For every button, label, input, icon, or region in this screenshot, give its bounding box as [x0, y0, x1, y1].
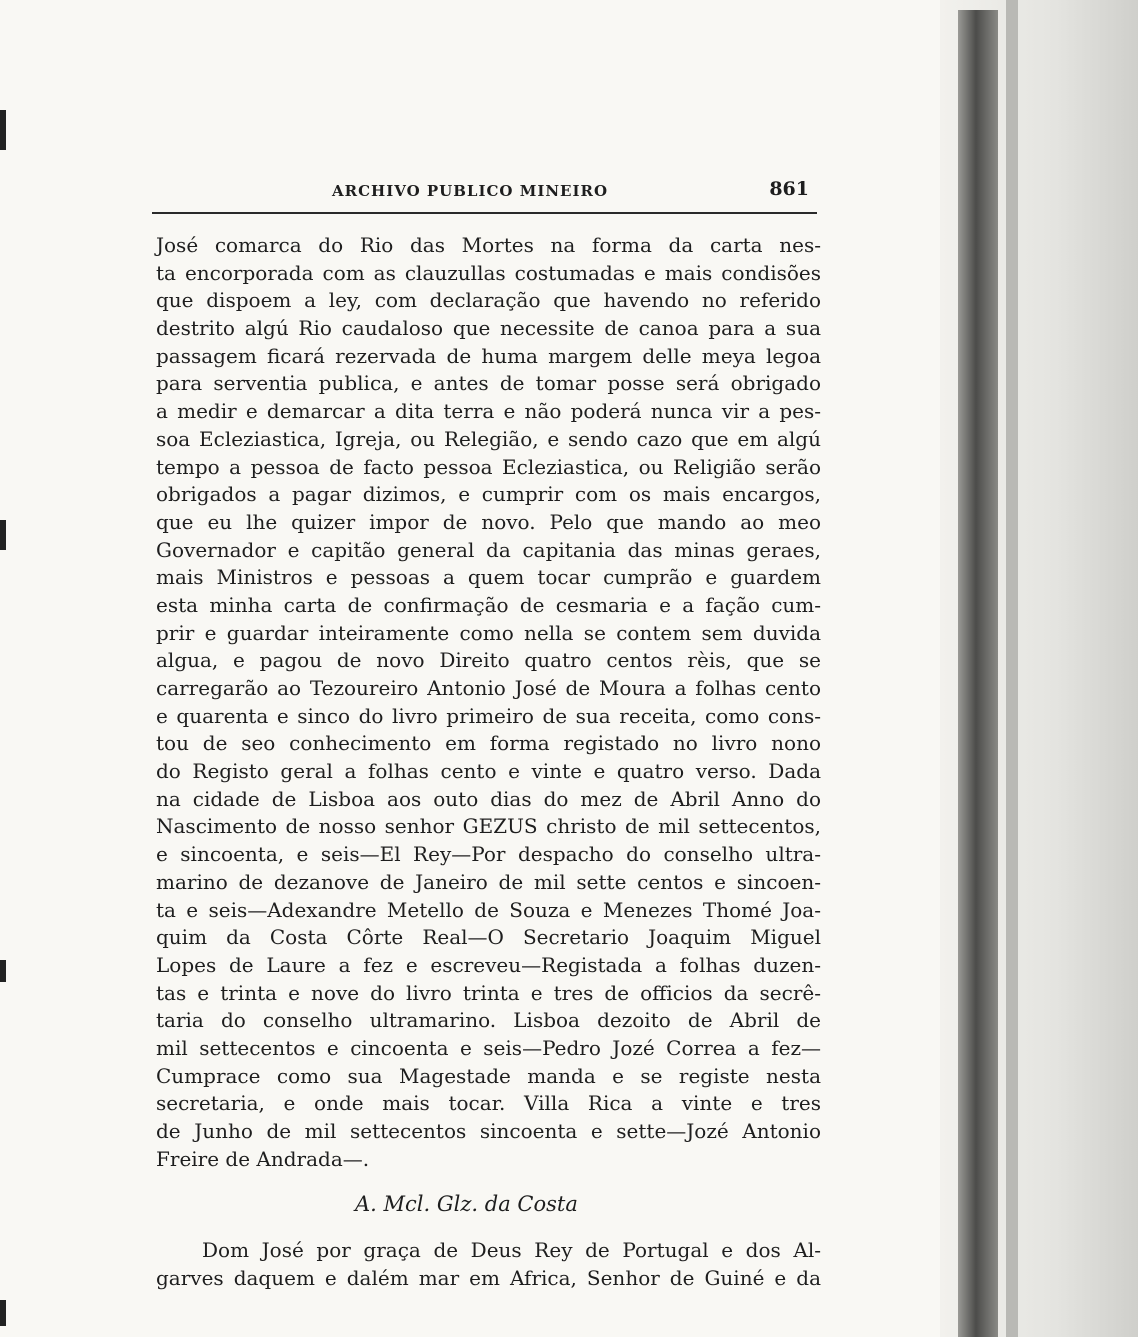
text-line: que dispoem a ley, com declaração que havendo no referido [156, 288, 821, 313]
text-line: do Registo geral a folhas cento e vinte e quatro verso. Dada [156, 759, 821, 784]
text-line: passagem ficará rezervada de huma margem delle meya legoa [156, 343, 821, 368]
text-line: tempo a pessoa de facto pessoa Ecleziastica, ou Religião serão [156, 454, 821, 479]
page-number: 861 [769, 178, 809, 200]
text-line: secretaria, e onde mais tocar. Villa Rica a vinte e tres [156, 1091, 821, 1116]
text-line: para serventia publica, e antes de tomar posse será obrigado [156, 371, 821, 396]
document-body [156, 232, 821, 1173]
text-line: de Junho de mil settecentos sincoenta e sette—Jozé Antonio [156, 1119, 821, 1143]
text-line: Freire de Andrada—. [156, 1146, 370, 1171]
scan-edge-mark [0, 110, 6, 150]
text-line: destrito algú Rio caudaloso que necessite de canoa para a sua [156, 316, 821, 341]
text-line: ta encorporada com as clauzullas costumadas e mais condisões [156, 260, 821, 285]
text-line: ta e seis—Adexandre Metello de Souza e Menezes Thomé Joa- [156, 897, 821, 922]
text-line: Governador e capitão general da capitania das minas geraes, [156, 537, 821, 562]
text-line: e quarenta e sinco do livro primeiro de sua receita, como cons- [156, 703, 821, 728]
text-line: algua, e pagou de novo Direito quatro centos rèis, que se [156, 648, 821, 673]
text-line: que eu lhe quizer impor de novo. Pelo que mando ao meo [156, 509, 821, 534]
text-line: e sincoenta, e seis—El Rey—Por despacho do conselho ultra- [156, 842, 821, 867]
text-line: taria do conselho ultramarino. Lisboa dezoito de Abril de [156, 1008, 821, 1033]
next-document-opening [156, 1237, 821, 1292]
text-line: mais Ministros e pessoas a quem tocar cumprão e guardem [156, 565, 821, 590]
text-line: Nascimento de nosso senhor GEZUS christo de mil settecentos, [156, 814, 821, 839]
text-line: mil settecentos e cincoenta e seis—Pedro Jozé Correa a fez— [156, 1035, 821, 1060]
text-line: tou de seo conhecimento em forma registado no livro nono [156, 731, 821, 756]
text-line: a medir e demarcar a dita terra e não poderá nunca vir a pes- [156, 399, 821, 424]
text-line: tas e trinta e nove do livro trinta e tres de officios da secrê- [156, 980, 821, 1005]
text-line: carregarão ao Tezoureiro Antonio José de Moura a folhas cento [156, 676, 821, 700]
text-line: esta minha carta de confirmação de cesmaria e a fação cum- [156, 592, 821, 617]
book-binding-strip [958, 10, 998, 1337]
signature-line: A. Mcl. Glz. da Costa [355, 1192, 578, 1216]
text-line: marino de dezanove de Janeiro de mil sette centos e sincoen- [156, 869, 821, 894]
book-binding-shadow [1006, 0, 1018, 1337]
text-line: José comarca do Rio das Mortes na forma da carta nes- [156, 233, 821, 257]
scan-edge-mark [0, 960, 6, 982]
text-line: Dom José por graça de Deus Rey de Portugal e dos Al- [202, 1238, 821, 1262]
text-line: Cumprace como sua Magestade manda e se registe nesta [156, 1063, 821, 1088]
text-line: quim da Costa Côrte Real—O Secretario Joaquim Miguel [156, 925, 821, 950]
text-line: soa Ecleziastica, Igreja, ou Relegião, e sendo cazo que em algú [156, 426, 821, 451]
text-line: garves daquem e dalém mar em Africa, Senhor de Guiné e da [156, 1265, 821, 1290]
text-line: na cidade de Lisboa aos outo dias do mez de Abril Anno do [156, 786, 821, 811]
running-header [152, 172, 817, 214]
text-line: obrigados a pagar dizimos, e cumprir com os mais encargos, [156, 482, 821, 507]
scan-edge-mark [0, 1300, 6, 1326]
scan-edge-mark [0, 520, 6, 550]
text-line: prir e guardar inteiramente como nella se contem sem duvida [156, 620, 821, 645]
text-line: Lopes de Laure a fez e escreveu—Registada a folhas duzen- [156, 952, 821, 977]
header-title: ARCHIVO PUBLICO MINEIRO [332, 182, 609, 200]
